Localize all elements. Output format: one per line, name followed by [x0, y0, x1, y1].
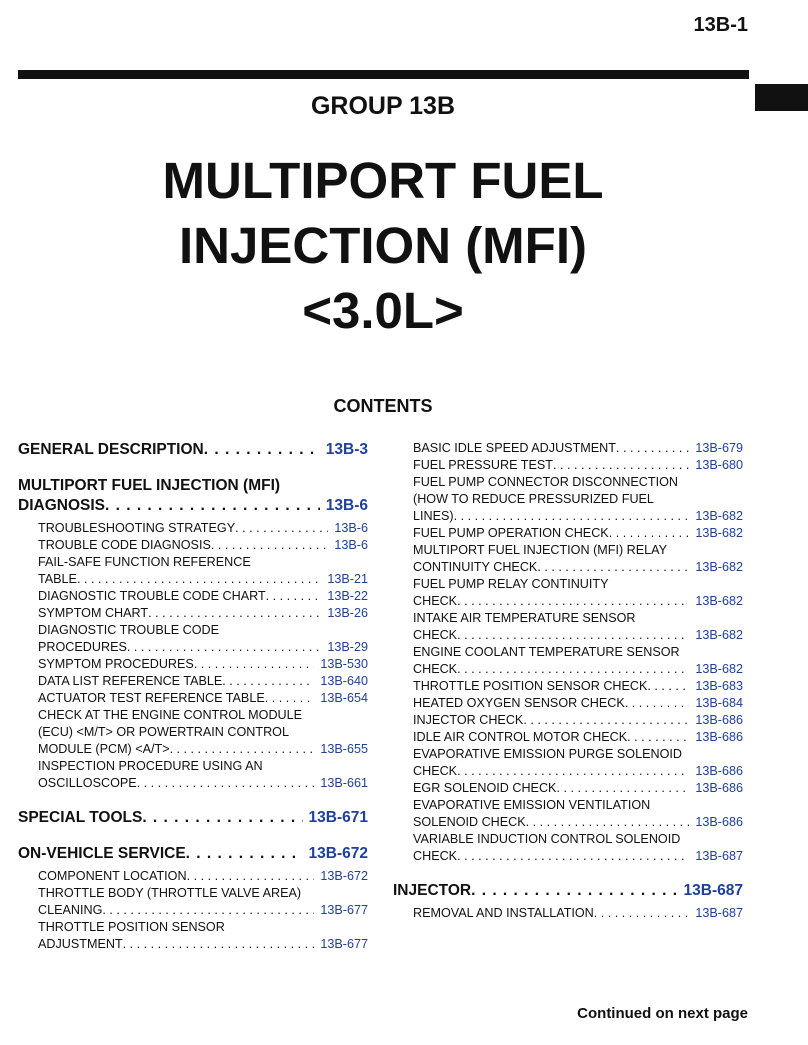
toc-right-column	[393, 440, 743, 922]
toc-entry[interactable]	[18, 885, 368, 919]
toc-page-link[interactable]: 13B-654	[320, 691, 368, 705]
toc-section-label: GENERAL DESCRIPTION	[18, 441, 204, 458]
leader-dots	[127, 639, 322, 656]
leader-dots	[523, 712, 689, 729]
toc-entry-label: CONTINUITY CHECK	[413, 560, 538, 574]
toc-page-link[interactable]: 13B-679	[695, 441, 743, 455]
toc-page-link[interactable]: 13B-686	[695, 764, 743, 778]
toc-page-link[interactable]: 13B-687	[695, 849, 743, 863]
contents-heading: CONTENTS	[333, 396, 433, 416]
toc-page-link[interactable]: 13B-672	[308, 845, 368, 862]
toc-page-link[interactable]: 13B-671	[308, 809, 368, 826]
toc-entry[interactable]	[393, 644, 743, 678]
toc-page-link[interactable]: 13B-684	[695, 696, 743, 710]
toc-entry-label: TROUBLESHOOTING STRATEGY	[38, 521, 236, 535]
toc-entry[interactable]	[393, 610, 743, 644]
toc-entry[interactable]	[393, 797, 743, 831]
toc-entry-label: OSCILLOSCOPE	[38, 776, 137, 790]
leader-dots	[625, 695, 690, 712]
toc-entry[interactable]	[18, 673, 368, 690]
toc-entry-label: DIAGNOSTIC TROUBLE CODE	[38, 623, 220, 637]
leader-dots	[627, 729, 689, 746]
title-line-2: INJECTION (MFI)	[179, 217, 587, 274]
toc-page-link[interactable]: 13B-686	[695, 815, 743, 829]
page-number: 13B-1	[693, 14, 748, 36]
toc-entry[interactable]	[393, 746, 743, 780]
toc-entry-label: PROCEDURES	[38, 640, 127, 654]
leader-dots	[266, 588, 322, 605]
toc-entry[interactable]	[18, 690, 368, 707]
toc-entry-label: (ECU) <M/T> OR POWERTRAIN CONTROL	[38, 725, 289, 739]
toc-section-label: INJECTOR	[393, 882, 472, 899]
leader-dots	[594, 905, 690, 922]
toc-page-link[interactable]: 13B-3	[325, 441, 368, 458]
toc-entry[interactable]	[393, 678, 743, 695]
toc-page-link[interactable]: 13B-640	[320, 674, 368, 688]
toc-entry-label: ENGINE COOLANT TEMPERATURE SENSOR	[413, 645, 680, 659]
toc-entry-label: CLEANING	[38, 903, 103, 917]
toc-page-link[interactable]: 13B-682	[695, 662, 743, 676]
leader-dots	[537, 559, 689, 576]
toc-entry-label: FUEL PUMP RELAY CONTINUITY	[413, 577, 609, 591]
toc-page-link[interactable]: 13B-26	[327, 606, 368, 620]
toc-entry[interactable]	[18, 656, 368, 673]
leader-dots	[471, 881, 677, 901]
toc-entry-label: CHECK	[413, 764, 458, 778]
leader-dots	[204, 440, 320, 460]
toc-entry-label: MULTIPORT FUEL INJECTION (MFI) RELAY	[413, 543, 667, 557]
toc-page-link[interactable]: 13B-677	[320, 903, 368, 917]
toc-entry-label: CHECK	[413, 662, 458, 676]
continued-note: Continued on next page	[577, 1005, 748, 1022]
toc-entry-label: ACTUATOR TEST REFERENCE TABLE	[38, 691, 265, 705]
toc-page-link[interactable]: 13B-686	[695, 781, 743, 795]
toc-page-link[interactable]: 13B-655	[320, 742, 368, 756]
leader-dots	[457, 627, 689, 644]
toc-section-general-description[interactable]	[18, 440, 368, 460]
toc-entry-label: MODULE (PCM) <A/T>	[38, 742, 170, 756]
toc-entry[interactable]	[393, 905, 743, 922]
toc-page-link[interactable]: 13B-661	[320, 776, 368, 790]
toc-entry-label: ADJUSTMENT	[38, 937, 123, 951]
toc-section-label: SPECIAL TOOLS	[18, 809, 143, 826]
toc-entry[interactable]	[18, 605, 368, 622]
group-label: GROUP 13B	[310, 92, 456, 120]
leader-dots	[457, 593, 689, 610]
leader-dots	[647, 678, 689, 695]
toc-entry-label: THROTTLE POSITION SENSOR CHECK	[413, 679, 648, 693]
toc-page-link[interactable]: 13B-6	[334, 538, 368, 552]
leader-dots	[105, 496, 320, 516]
toc-entry[interactable]	[393, 831, 743, 865]
toc-section-special-tools[interactable]	[18, 808, 368, 828]
toc-entry-label: DIAGNOSTIC TROUBLE CODE CHART	[38, 589, 266, 603]
page-title	[0, 148, 766, 343]
toc-page-link[interactable]: 13B-686	[695, 730, 743, 744]
toc-entry-label: EGR SOLENOID CHECK	[413, 781, 557, 795]
toc-section-label: DIAGNOSIS	[18, 497, 105, 514]
toc-entry-label: FAIL-SAFE FUNCTION REFERENCE	[38, 555, 251, 569]
toc-section-label: ON-VEHICLE SERVICE	[18, 845, 186, 862]
header-rule	[18, 70, 749, 79]
toc-entry-label: INJECTOR CHECK	[413, 713, 524, 727]
toc-entry-label: EVAPORATIVE EMISSION PURGE SOLENOID	[413, 747, 682, 761]
toc-entry-label: TABLE	[38, 572, 77, 586]
toc-entry-label: VARIABLE INDUCTION CONTROL SOLENOID	[413, 832, 681, 846]
toc-entry[interactable]	[18, 707, 368, 758]
leader-dots	[457, 661, 689, 678]
title-line-1: MULTIPORT FUEL	[162, 152, 604, 209]
leader-dots	[187, 868, 315, 885]
toc-entry[interactable]	[18, 868, 368, 885]
toc-entry[interactable]	[393, 729, 743, 746]
leader-dots	[609, 525, 690, 542]
toc-entry-label: CHECK	[413, 594, 458, 608]
toc-entry[interactable]	[393, 576, 743, 610]
toc-page-link[interactable]: 13B-682	[695, 526, 743, 540]
leader-dots	[102, 902, 314, 919]
toc-entry-label: LINES)	[413, 509, 454, 523]
toc-entry[interactable]	[18, 554, 368, 588]
title-line-3: <3.0L>	[302, 282, 464, 339]
toc-entry-label: IDLE AIR CONTROL MOTOR CHECK	[413, 730, 628, 744]
toc-page-link[interactable]: 13B-682	[695, 509, 743, 523]
toc-entry[interactable]	[18, 758, 368, 792]
toc-page-link[interactable]: 13B-680	[695, 458, 743, 472]
toc-entry-label: FUEL PUMP CONNECTOR DISCONNECTION	[413, 475, 678, 489]
toc-page-link[interactable]: 13B-682	[695, 628, 743, 642]
toc-entry-label: COMPONENT LOCATION	[38, 869, 187, 883]
toc-page-link[interactable]: 13B-22	[327, 589, 368, 603]
toc-entry[interactable]	[393, 474, 743, 525]
leader-dots	[222, 673, 314, 690]
toc-entry[interactable]	[18, 919, 368, 953]
toc-page-link[interactable]: 13B-21	[327, 572, 368, 586]
toc-page-link[interactable]: 13B-687	[695, 906, 743, 920]
toc-entry-label: THROTTLE POSITION SENSOR	[38, 920, 225, 934]
leader-dots	[148, 605, 321, 622]
leader-dots	[616, 440, 689, 457]
toc-section-label: MULTIPORT FUEL INJECTION (MFI)	[18, 477, 281, 494]
toc-page-link[interactable]: 13B-686	[695, 713, 743, 727]
leader-dots	[123, 936, 315, 953]
toc-page-link[interactable]: 13B-682	[695, 560, 743, 574]
toc-entry[interactable]	[393, 525, 743, 542]
toc-section-injector[interactable]	[393, 881, 743, 901]
leader-dots	[211, 537, 329, 554]
toc-entry[interactable]	[393, 780, 743, 797]
toc-entry-label: REMOVAL AND INSTALLATION	[413, 906, 594, 920]
toc-entry-label: CHECK	[413, 628, 458, 642]
toc-page-link[interactable]: 13B-672	[320, 869, 368, 883]
leader-dots	[142, 808, 302, 828]
toc-entry[interactable]	[393, 457, 743, 474]
leader-dots	[553, 457, 689, 474]
leader-dots	[526, 814, 690, 831]
toc-entry[interactable]	[18, 588, 368, 605]
toc-page-link[interactable]: 13B-6	[334, 521, 368, 535]
toc-left-column	[18, 440, 368, 953]
leader-dots	[235, 520, 328, 537]
toc-page-link[interactable]: 13B-29	[327, 640, 368, 654]
toc-section-mfi-diagnosis[interactable]	[18, 476, 368, 516]
leader-dots	[457, 763, 689, 780]
toc-entry-label: INTAKE AIR TEMPERATURE SENSOR	[413, 611, 636, 625]
toc-entry-label: INSPECTION PROCEDURE USING AN	[38, 759, 263, 773]
toc-entry[interactable]	[393, 440, 743, 457]
leader-dots	[137, 775, 315, 792]
toc-page-link[interactable]: 13B-683	[695, 679, 743, 693]
toc-entry-label: CHECK	[413, 849, 458, 863]
toc-entry-label: SOLENOID CHECK	[413, 815, 526, 829]
toc-entry-label: CHECK AT THE ENGINE CONTROL MODULE	[38, 708, 303, 722]
toc-page-link[interactable]: 13B-682	[695, 594, 743, 608]
toc-entry-label: BASIC IDLE SPEED ADJUSTMENT	[413, 441, 616, 455]
toc-entry[interactable]	[393, 712, 743, 729]
toc-entry-label: (HOW TO REDUCE PRESSURIZED FUEL	[413, 492, 654, 506]
leader-dots	[77, 571, 321, 588]
toc-page-link[interactable]: 13B-530	[320, 657, 368, 671]
toc-entry[interactable]	[18, 520, 368, 537]
toc-entry-label: FUEL PUMP OPERATION CHECK	[413, 526, 609, 540]
toc-entry-label: THROTTLE BODY (THROTTLE VALVE AREA)	[38, 886, 302, 900]
toc-page-link[interactable]: 13B-6	[325, 497, 368, 514]
toc-section-on-vehicle-service[interactable]	[18, 844, 368, 864]
toc-page-link[interactable]: 13B-677	[320, 937, 368, 951]
leader-dots	[556, 780, 689, 797]
toc-entry-label: HEATED OXYGEN SENSOR CHECK	[413, 696, 625, 710]
toc-entry[interactable]	[18, 537, 368, 554]
toc-entry-label: SYMPTOM PROCEDURES	[38, 657, 194, 671]
leader-dots	[265, 690, 315, 707]
toc-entry-label: FUEL PRESSURE TEST	[413, 458, 553, 472]
leader-dots	[457, 848, 689, 865]
leader-dots	[454, 508, 690, 525]
leader-dots	[194, 656, 315, 673]
toc-entry-label: DATA LIST REFERENCE TABLE	[38, 674, 223, 688]
leader-dots	[186, 844, 303, 864]
leader-dots	[170, 741, 315, 758]
toc-entry[interactable]	[18, 622, 368, 656]
toc-entry[interactable]	[393, 695, 743, 712]
toc-entry-label: SYMPTOM CHART	[38, 606, 149, 620]
toc-entry-label: EVAPORATIVE EMISSION VENTILATION	[413, 798, 651, 812]
toc-entry-label: TROUBLE CODE DIAGNOSIS	[38, 538, 211, 552]
toc-entry[interactable]	[393, 542, 743, 576]
toc-page-link[interactable]: 13B-687	[683, 882, 743, 899]
